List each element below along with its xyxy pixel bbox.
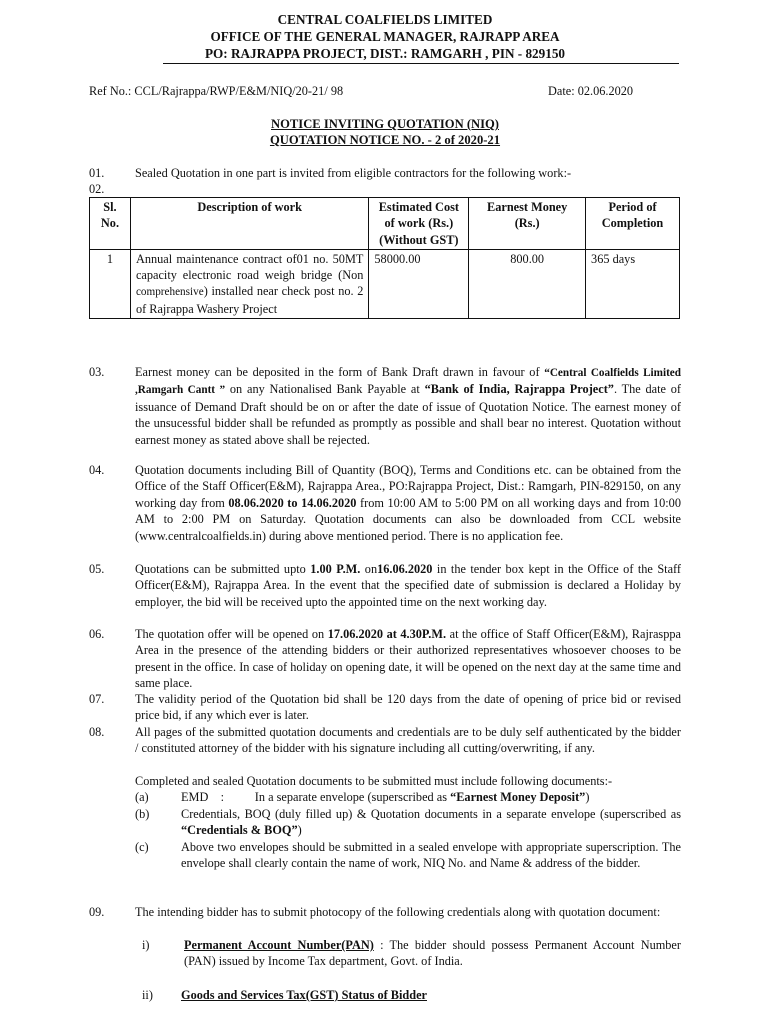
para-05-text: Quotations can be submitted upto 1.00 P.M. on16.06.2020 in the tender box kept in the Office of the Staff Officer(E&M), Rajrappa Area. In the event that the specified date of submission is declared a Holiday by employer, the bid will be received upto the appointed time on the next working day. bbox=[135, 562, 682, 609]
cell-description: Annual maintenance contract of01 no. 50MT capacity electronic road weigh bridge (Non comprehensive) installed near check post no. 2 of Rajrappa Washery Project bbox=[130, 249, 368, 318]
list-item-label-c: (c) bbox=[135, 840, 149, 854]
para-08-text: All pages of the submitted quotation documents and credentials are to be duly self authenticated by the bidder / constituted attorney of the bidder with his signature including all cutting/overwriting, if any. bbox=[135, 725, 681, 756]
notice-date: Date: 02.06.2020 bbox=[548, 84, 634, 98]
org-name: CENTRAL COALFIELDS LIMITED bbox=[277, 12, 493, 27]
table-row bbox=[90, 249, 680, 318]
para-03-number: 03. bbox=[89, 365, 105, 379]
list-item-label-a: (a) bbox=[135, 790, 149, 804]
col-header-period: Period of Completion bbox=[586, 198, 680, 250]
para-04-text: Quotation documents including Bill of Quantity (BOQ), Terms and Conditions etc. can be obtained from the Office of the Staff Officer(E&M), Rajrappa Area., PO:Rajrappa Project, Dist.: Ramgarh, PIN-829150, on any working day from 08.06.2020 to 14.06.2020 from 10:00 AM to 5:00 PM on all working days and from 10:00 AM to 2:00 PM on Saturday. Quotation documents can also be downloaded from CCL website (www.centralcoalfields.in) during above mentioned period. There is no application fee. bbox=[135, 463, 681, 543]
para-01-text: Sealed Quotation in one part is invited from eligible contractors for the following work:- bbox=[135, 166, 572, 180]
para-06-text: The quotation offer will be opened on 17.06.2020 at 4.30P.M. at the office of Staff Officer(E&M), Rajrasppa Area in the presence of the attending bidders or their authorized representatives whosoever chooses to be present in the office. In case of holiday on opening date, it will be opened on the next day at the same time and same place. bbox=[135, 627, 681, 691]
para-01-number: 01. bbox=[89, 166, 105, 180]
table-header-row bbox=[90, 198, 680, 250]
reference-number: Ref No.: CCL/Rajrappa/RWP/E&M/NIQ/20-21/ 98 bbox=[89, 84, 344, 98]
list-item-b: Credentials, BOQ (duly filled up) & Quotation documents in a separate envelope (superscribed as “Credentials & BOQ”) bbox=[181, 807, 681, 838]
para-06-number: 06. bbox=[89, 627, 105, 641]
para-04-number: 04. bbox=[89, 463, 105, 477]
para-03-text: Earnest money can be deposited in the form of Bank Draft drawn in favour of “Central Coalfields Limited ,Ramgarh Cantt ” on any Nationalised Bank Payable at “Bank of India, Rajrappa Project”. The date of issuance of Demand Draft should be on or after the date of issue of Quotation Notice. The earnest money of the unsucessful bidder shall be refunded as promptly as possible and shall bear no interest. Quotation without earnest money as stated above shall be rejected. bbox=[135, 365, 681, 447]
list-item-label-b: (b) bbox=[135, 807, 150, 821]
para-02-number: 02. bbox=[89, 182, 105, 196]
para-07-number: 07. bbox=[89, 692, 105, 706]
para-07-text: The validity period of the Quotation bid shall be 120 days from the date of opening of price bid or revised price bid, if any which ever is later. bbox=[135, 692, 681, 723]
list-item-a: EMD : In a separate envelope (superscribed as “Earnest Money Deposit”) bbox=[181, 790, 590, 804]
credential-label-ii: ii) bbox=[142, 988, 153, 1002]
para-08-number: 08. bbox=[89, 725, 105, 739]
credential-gst-title: Goods and Services Tax(GST) Status of Bidder bbox=[181, 988, 427, 1002]
list-item-c: Above two envelopes should be submitted in a sealed envelope with appropriate superscription. The envelope shall clearly contain the name of work, NIQ No. and Name & address of the bidder. bbox=[181, 840, 681, 871]
notice-title: NOTICE INVITING QUOTATION (NIQ) bbox=[271, 117, 499, 131]
office-name: OFFICE OF THE GENERAL MANAGER, RAJRAPP AREA bbox=[210, 29, 560, 44]
office-address: PO: RAJRAPPA PROJECT, DIST.: RAMGARH , PIN - 829150 bbox=[204, 46, 566, 61]
header-rule bbox=[163, 63, 679, 64]
para-05-number: 05. bbox=[89, 562, 105, 576]
col-header-earnest-money: Earnest Money (Rs.) bbox=[469, 198, 586, 250]
notice-number: QUOTATION NOTICE NO. - 2 of 2020-21 bbox=[269, 133, 501, 147]
credential-label-i: i) bbox=[142, 938, 150, 952]
col-header-sl: Sl. No. bbox=[90, 198, 131, 250]
work-table bbox=[89, 197, 680, 319]
para-08-list-intro: Completed and sealed Quotation documents to be submitted must include following documents:- bbox=[135, 774, 613, 788]
para-09-text: The intending bidder has to submit photocopy of the following credentials along with quotation document: bbox=[135, 905, 661, 919]
cell-estimated-cost: 58000.00 bbox=[369, 249, 469, 318]
col-header-estimated-cost: Estimated Cost of work (Rs.) (Without GST) bbox=[369, 198, 469, 250]
col-header-description: Description of work bbox=[130, 198, 368, 250]
para-09-number: 09. bbox=[89, 905, 105, 919]
credential-pan: Permanent Account Number(PAN) : The bidder should possess Permanent Account Number (PAN) issued by Income Tax department, Govt. of India. bbox=[184, 938, 681, 969]
cell-sl: 1 bbox=[90, 249, 131, 318]
cell-period: 365 days bbox=[586, 249, 680, 318]
cell-earnest-money: 800.00 bbox=[469, 249, 586, 318]
